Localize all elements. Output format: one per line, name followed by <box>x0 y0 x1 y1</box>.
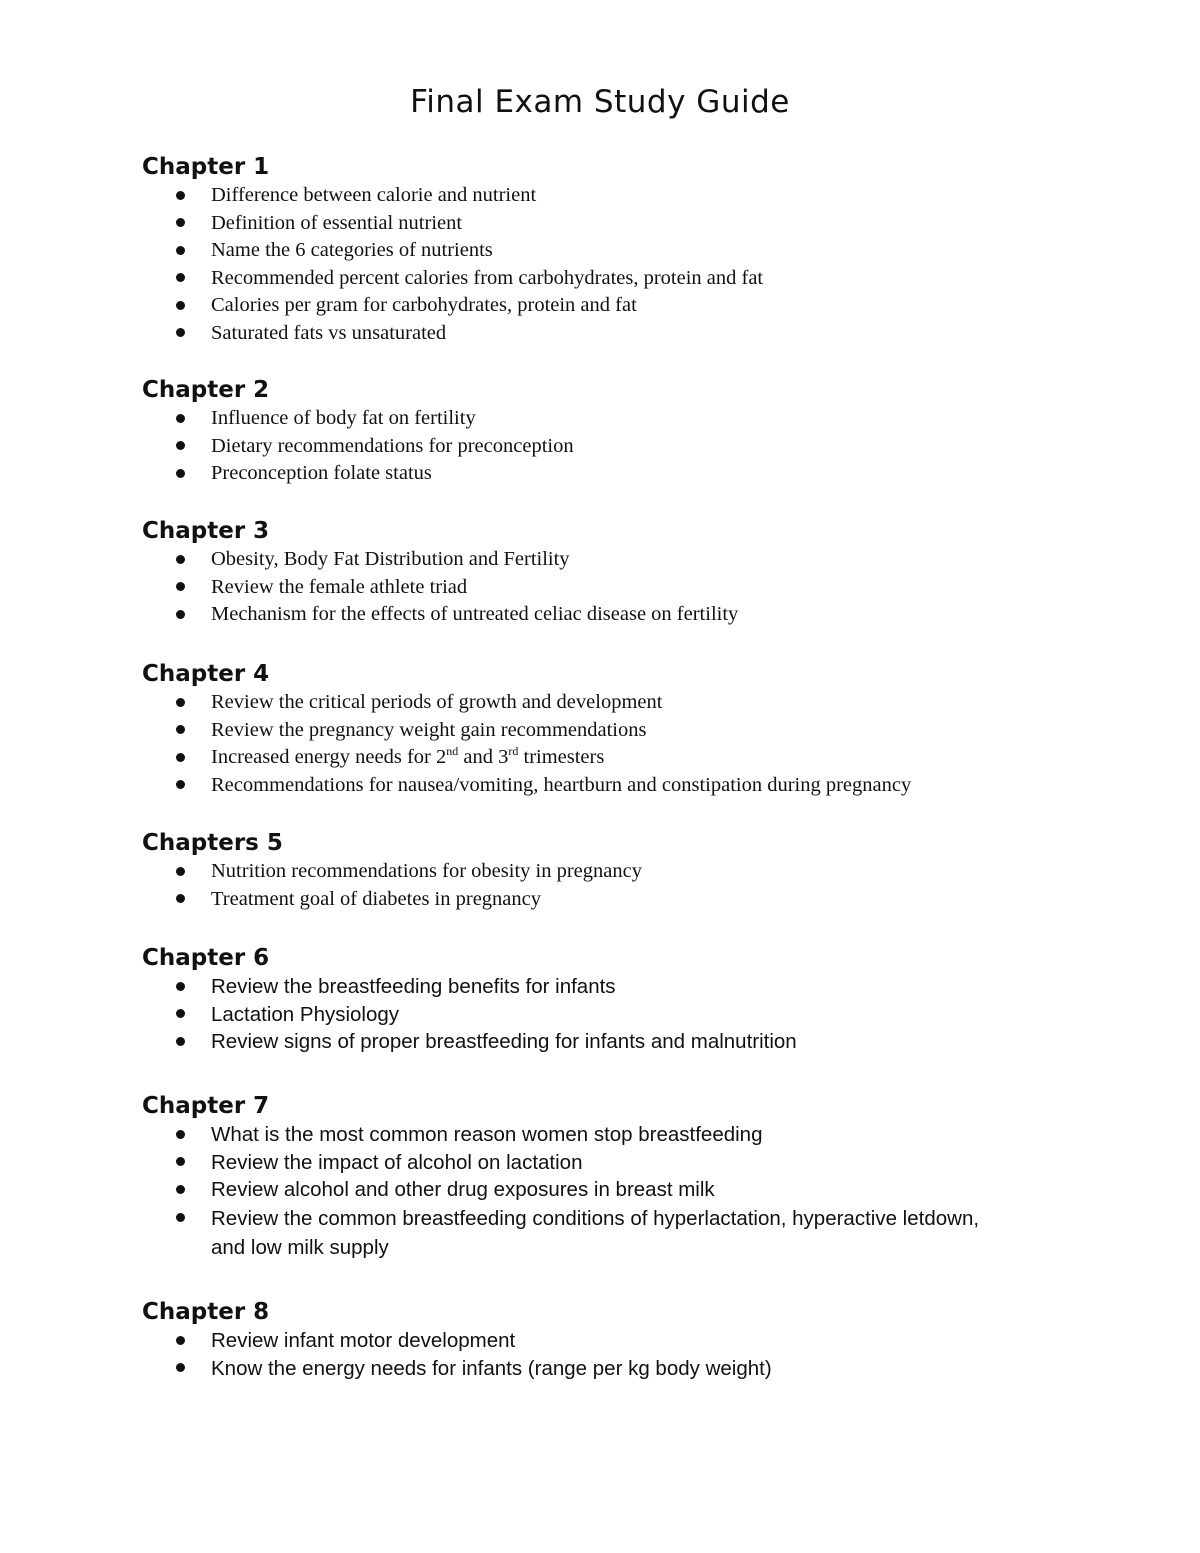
list-item: Nutrition recommendations for obesity in pregnancy <box>142 858 1092 886</box>
bullet-icon <box>176 610 185 619</box>
list-item: Dietary recommendations for preconception <box>142 433 1092 461</box>
chapter-heading: Chapters 5 <box>142 830 283 856</box>
list-item: Recommendations for nausea/vomiting, heartburn and constipation during pregnancy <box>142 772 1092 800</box>
list-item: Review the impact of alcohol on lactation <box>142 1149 1092 1177</box>
list-item: Review alcohol and other drug exposures in breast milk <box>142 1176 1092 1204</box>
bullet-icon <box>176 1336 185 1345</box>
list-item: Review the common breastfeeding conditions of hyperlactation, hyperactive letdown, and low milk supply <box>142 1204 1092 1262</box>
list-item: Review the pregnancy weight gain recommendations <box>142 717 1092 745</box>
bullet-icon <box>176 246 185 255</box>
bullet-icon <box>176 1185 185 1194</box>
bullet-icon <box>176 867 185 876</box>
chapter-7-section <box>142 1091 1092 1262</box>
list-item: Saturated fats vs unsaturated <box>142 320 1092 348</box>
list-item: Increased energy needs for 2nd and 3rd trimesters <box>142 744 1092 772</box>
list-item: Recommended percent calories from carbohydrates, protein and fat <box>142 265 1092 293</box>
chapter-heading: Chapter 1 <box>142 154 270 180</box>
list-item: Obesity, Body Fat Distribution and Fertility <box>142 546 1092 574</box>
bullet-icon <box>176 469 185 478</box>
bullet-icon <box>176 218 185 227</box>
chapter-heading: Chapter 4 <box>142 661 270 687</box>
chapter-2-section <box>142 375 1092 488</box>
bullet-icon <box>176 582 185 591</box>
list-item: Preconception folate status <box>142 460 1092 488</box>
topic-list <box>142 1121 1092 1262</box>
list-item: Lactation Physiology <box>142 1001 1092 1029</box>
bullet-icon <box>176 1363 185 1372</box>
chapter-heading: Chapter 6 <box>142 945 270 971</box>
bullet-icon <box>176 273 185 282</box>
bullet-icon <box>176 982 185 991</box>
bullet-icon <box>176 414 185 423</box>
list-item: Know the energy needs for infants (range per kg body weight) <box>142 1355 1092 1383</box>
list-item: Mechanism for the effects of untreated celiac disease on fertility <box>142 601 1092 629</box>
list-item: Influence of body fat on fertility <box>142 405 1092 433</box>
topic-list <box>142 182 1092 347</box>
bullet-icon <box>176 780 185 789</box>
bullet-icon <box>176 555 185 564</box>
list-item: Review signs of proper breastfeeding for infants and malnutrition <box>142 1028 1092 1056</box>
list-item: Difference between calorie and nutrient <box>142 182 1092 210</box>
chapter-1-section <box>142 152 1092 347</box>
page-title: Final Exam Study Guide <box>410 84 790 120</box>
bullet-icon <box>176 1130 185 1139</box>
list-item: Review the breastfeeding benefits for infants <box>142 973 1092 1001</box>
bullet-icon <box>176 328 185 337</box>
list-item: Definition of essential nutrient <box>142 210 1092 238</box>
list-item: Treatment goal of diabetes in pregnancy <box>142 886 1092 914</box>
bullet-icon <box>176 1009 185 1018</box>
topic-list <box>142 973 1092 1056</box>
chapter-heading: Chapter 2 <box>142 377 270 403</box>
bullet-icon <box>176 753 185 762</box>
chapter-8-section <box>142 1297 1092 1382</box>
list-item: What is the most common reason women stop breastfeeding <box>142 1121 1092 1149</box>
bullet-icon <box>176 698 185 707</box>
topic-list <box>142 689 1092 799</box>
topic-list <box>142 546 1092 629</box>
list-item: Calories per gram for carbohydrates, protein and fat <box>142 292 1092 320</box>
topic-list <box>142 1327 1092 1382</box>
chapter-heading: Chapter 7 <box>142 1093 270 1119</box>
bullet-icon <box>176 1213 185 1222</box>
bullet-icon <box>176 301 185 310</box>
list-item: Review the critical periods of growth and development <box>142 689 1092 717</box>
chapter-6-section <box>142 943 1092 1056</box>
bullet-icon <box>176 1157 185 1166</box>
topic-list <box>142 405 1092 488</box>
chapter-heading: Chapter 8 <box>142 1299 270 1325</box>
bullet-icon <box>176 191 185 200</box>
bullet-icon <box>176 725 185 734</box>
list-item: Review infant motor development <box>142 1327 1092 1355</box>
chapter-heading: Chapter 3 <box>142 518 270 544</box>
chapter-3-section <box>142 516 1092 629</box>
chapter-5-section <box>142 828 1092 913</box>
list-item: Name the 6 categories of nutrients <box>142 237 1092 265</box>
topic-list <box>142 858 1092 913</box>
bullet-icon <box>176 1037 185 1046</box>
bullet-icon <box>176 894 185 903</box>
list-item: Review the female athlete triad <box>142 574 1092 602</box>
bullet-icon <box>176 441 185 450</box>
chapter-4-section <box>142 659 1092 799</box>
